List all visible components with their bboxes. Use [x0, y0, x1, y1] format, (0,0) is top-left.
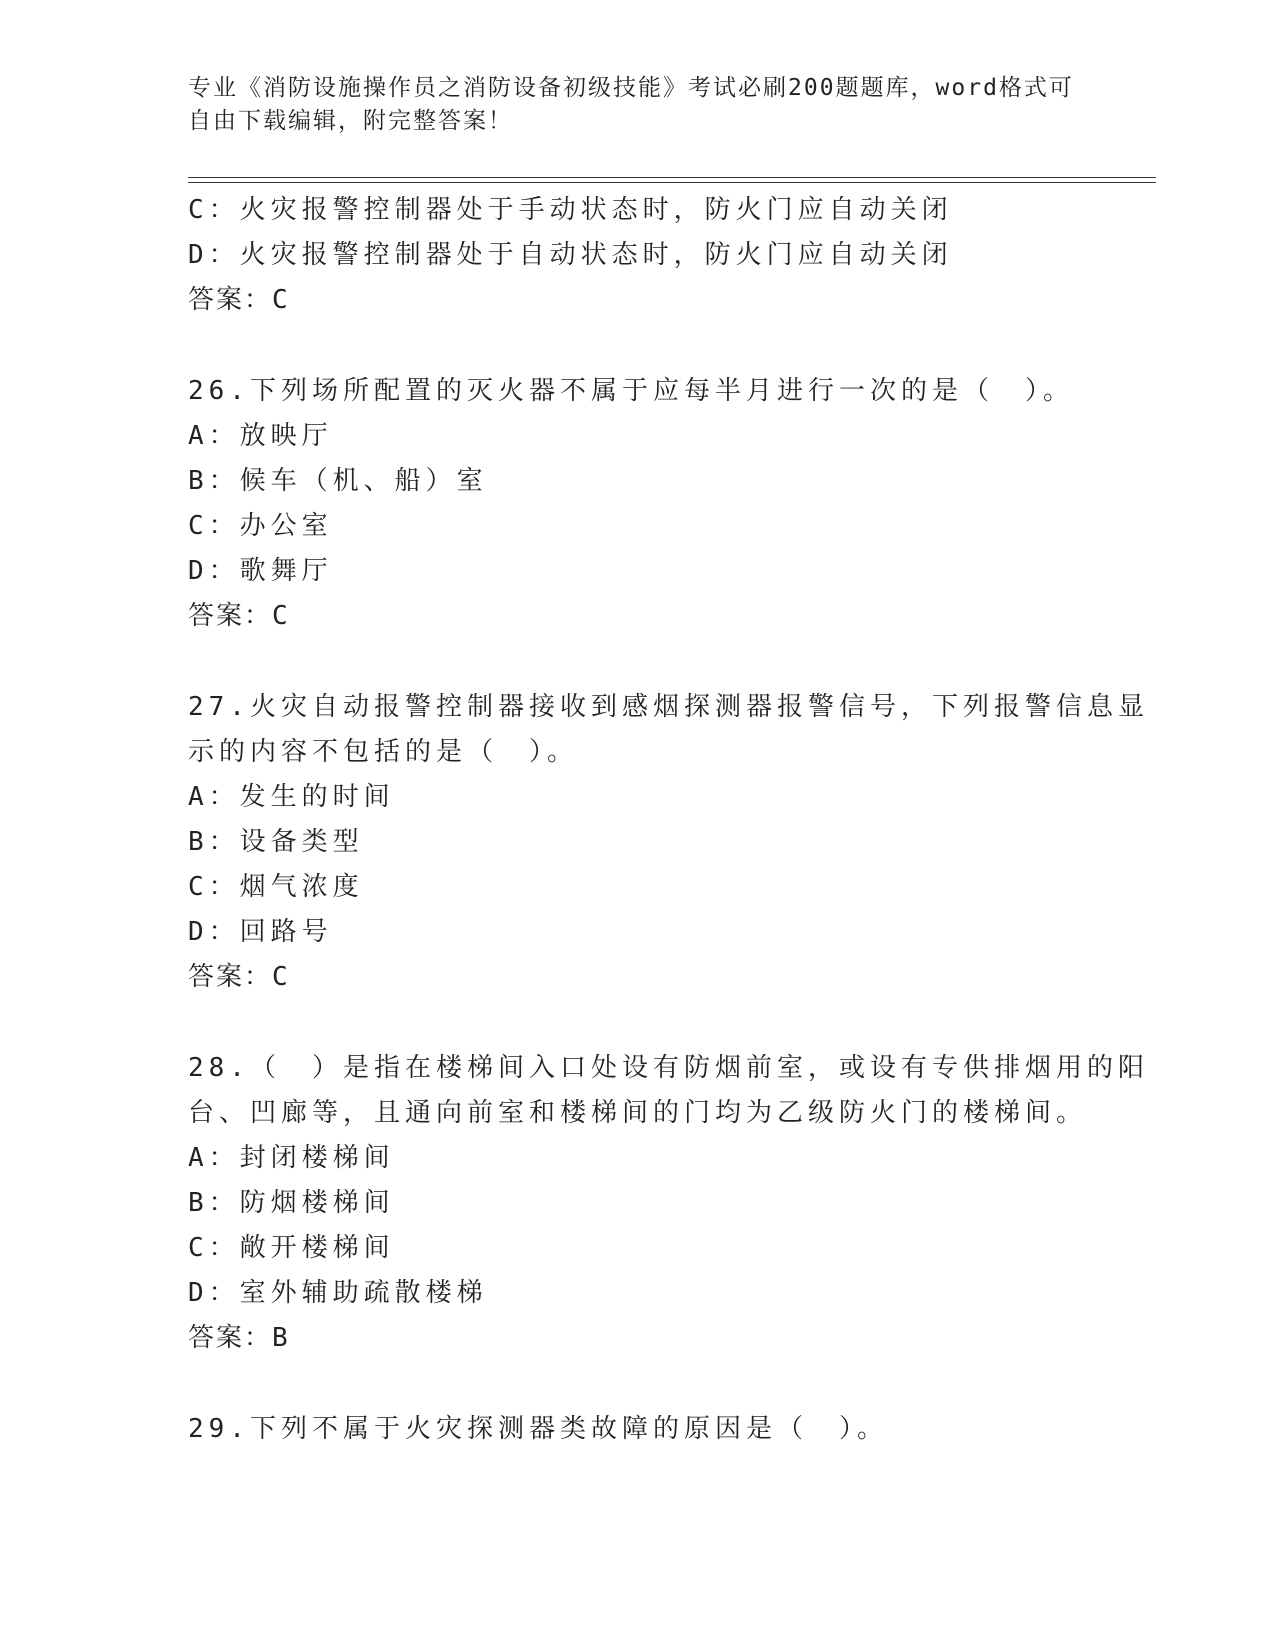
q28-stem-line-1: 28.（ ）是指在楼梯间入口处设有防烟前室，或设有专供排烟用的阳 — [188, 1053, 1149, 1083]
header-rule-bottom — [188, 182, 1156, 183]
q28-option-a: A：封闭楼梯间 — [188, 1143, 395, 1173]
q27-option-c: C：烟气浓度 — [188, 872, 364, 902]
q25-option-c: C：火灾报警控制器处于手动状态时，防火门应自动关闭 — [188, 195, 953, 225]
q27-option-b: B：设备类型 — [188, 827, 364, 857]
q26-option-b: B：候车（机、船）室 — [188, 466, 488, 496]
q28-option-c: C：敞开楼梯间 — [188, 1233, 395, 1263]
header-rule-top — [188, 177, 1156, 178]
page-header — [188, 72, 1088, 138]
q27-option-d: D：回路号 — [188, 917, 333, 947]
q27-answer: 答案：C — [188, 962, 290, 992]
q26-answer: 答案：C — [188, 601, 290, 631]
q28-stem-line-2: 台、凹廊等，且通向前室和楼梯间的门均为乙级防火门的楼梯间。 — [188, 1098, 1088, 1128]
q28-answer: 答案：B — [188, 1323, 290, 1353]
q27-stem-line-1: 27.火灾自动报警控制器接收到感烟探测器报警信号，下列报警信息显 — [188, 692, 1149, 722]
q28-option-b: B：防烟楼梯间 — [188, 1188, 395, 1218]
q26-option-d: D：歌舞厅 — [188, 556, 333, 586]
q29-stem: 29.下列不属于火灾探测器类故障的原因是（ ）。 — [188, 1414, 888, 1444]
q26-stem: 26.下列场所配置的灭火器不属于应每半月进行一次的是（ ）。 — [188, 376, 1074, 406]
q26-option-c: C：办公室 — [188, 511, 333, 541]
q27-option-a: A：发生的时间 — [188, 782, 395, 812]
q26-option-a: A：放映厅 — [188, 421, 333, 451]
q27-stem-line-2: 示的内容不包括的是（ ）。 — [188, 737, 579, 767]
header-line-1: 专业《消防设施操作员之消防设备初级技能》考试必刷200题题库，word格式可 — [188, 75, 1074, 101]
q28-option-d: D：室外辅助疏散楼梯 — [188, 1278, 488, 1308]
q25-option-d: D：火灾报警控制器处于自动状态时，防火门应自动关闭 — [188, 240, 953, 270]
header-line-2: 自由下载编辑，附完整答案！ — [188, 108, 513, 134]
q25-answer: 答案：C — [188, 285, 290, 315]
